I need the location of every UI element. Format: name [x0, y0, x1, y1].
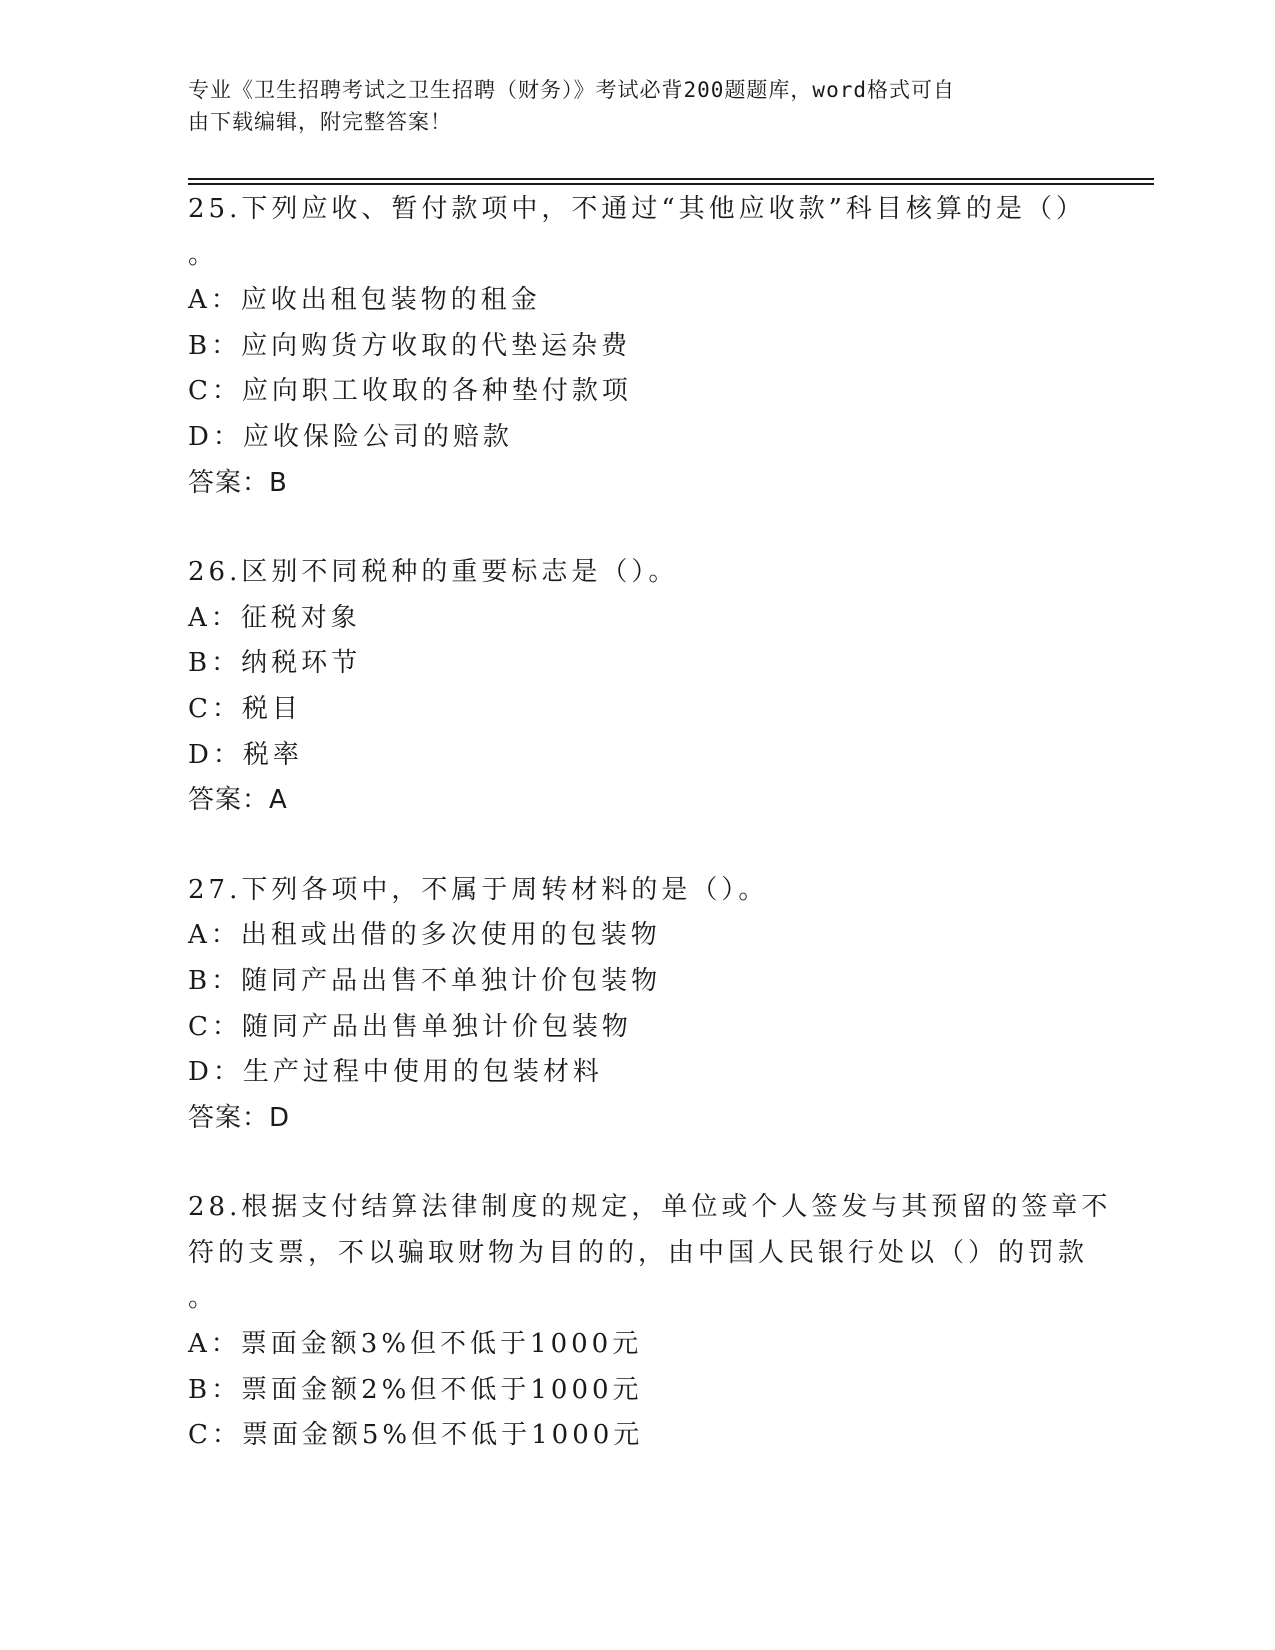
option-d: D：税率 [188, 739, 303, 770]
option-c: C：随同产品出售单独计价包装物 [188, 1011, 632, 1042]
question-stem: 符的支票，不以骗取财物为目的的，由中国人民银行处以（）的罚款 [188, 1237, 1089, 1268]
option-c: C：税目 [188, 693, 302, 724]
question-stem: 26.区别不同税种的重要标志是（）。 [188, 557, 679, 588]
option-d: D：生产过程中使用的包装材料 [188, 1057, 603, 1088]
question-stem: 。 [188, 1283, 219, 1314]
option-a: A：出租或出借的多次使用的包装物 [188, 920, 661, 951]
option-a: A：票面金额3%但不低于1000元 [188, 1329, 643, 1360]
answer: 答案：D [188, 1102, 291, 1133]
question-stem: 。 [188, 239, 219, 270]
question-25 [188, 187, 1088, 506]
question-list [188, 187, 1112, 1503]
header-line-2: 由下载编辑，附完整答案！ [188, 110, 452, 134]
option-b: B：随同产品出售不单独计价包装物 [188, 965, 662, 996]
option-a: A：应收出租包装物的租金 [188, 285, 541, 316]
option-d: D：应收保险公司的赔款 [188, 421, 513, 452]
answer: 答案：A [188, 785, 288, 816]
question-28 [188, 1185, 1112, 1459]
option-b: B：应向购货方收取的代垫运杂费 [188, 330, 632, 361]
header-divider-top [188, 178, 1154, 180]
header-divider-bottom [188, 183, 1154, 185]
option-b: B：纳税环节 [188, 648, 362, 679]
option-c: C：票面金额5%但不低于1000元 [188, 1420, 644, 1451]
question-stem: 27.下列各项中，不属于周转材料的是（）。 [188, 874, 769, 905]
question-stem: 28.根据支付结算法律制度的规定，单位或个人签发与其预留的签章不 [188, 1192, 1112, 1223]
question-stem: 25.下列应收、暂付款项中，不通过“其他应收款”科目核算的是（） [188, 194, 1086, 224]
document-header [188, 74, 1078, 138]
answer: 答案：B [188, 467, 288, 498]
option-b: B：票面金额2%但不低于1000元 [188, 1374, 643, 1405]
option-c: C：应向职工收取的各种垫付款项 [188, 376, 632, 407]
question-26 [188, 550, 1088, 824]
question-27 [188, 868, 1088, 1142]
option-a: A：征税对象 [188, 602, 361, 633]
header-line-1: 专业《卫生招聘考试之卫生招聘（财务）》考试必背200题题库，word格式可自 [188, 78, 955, 102]
